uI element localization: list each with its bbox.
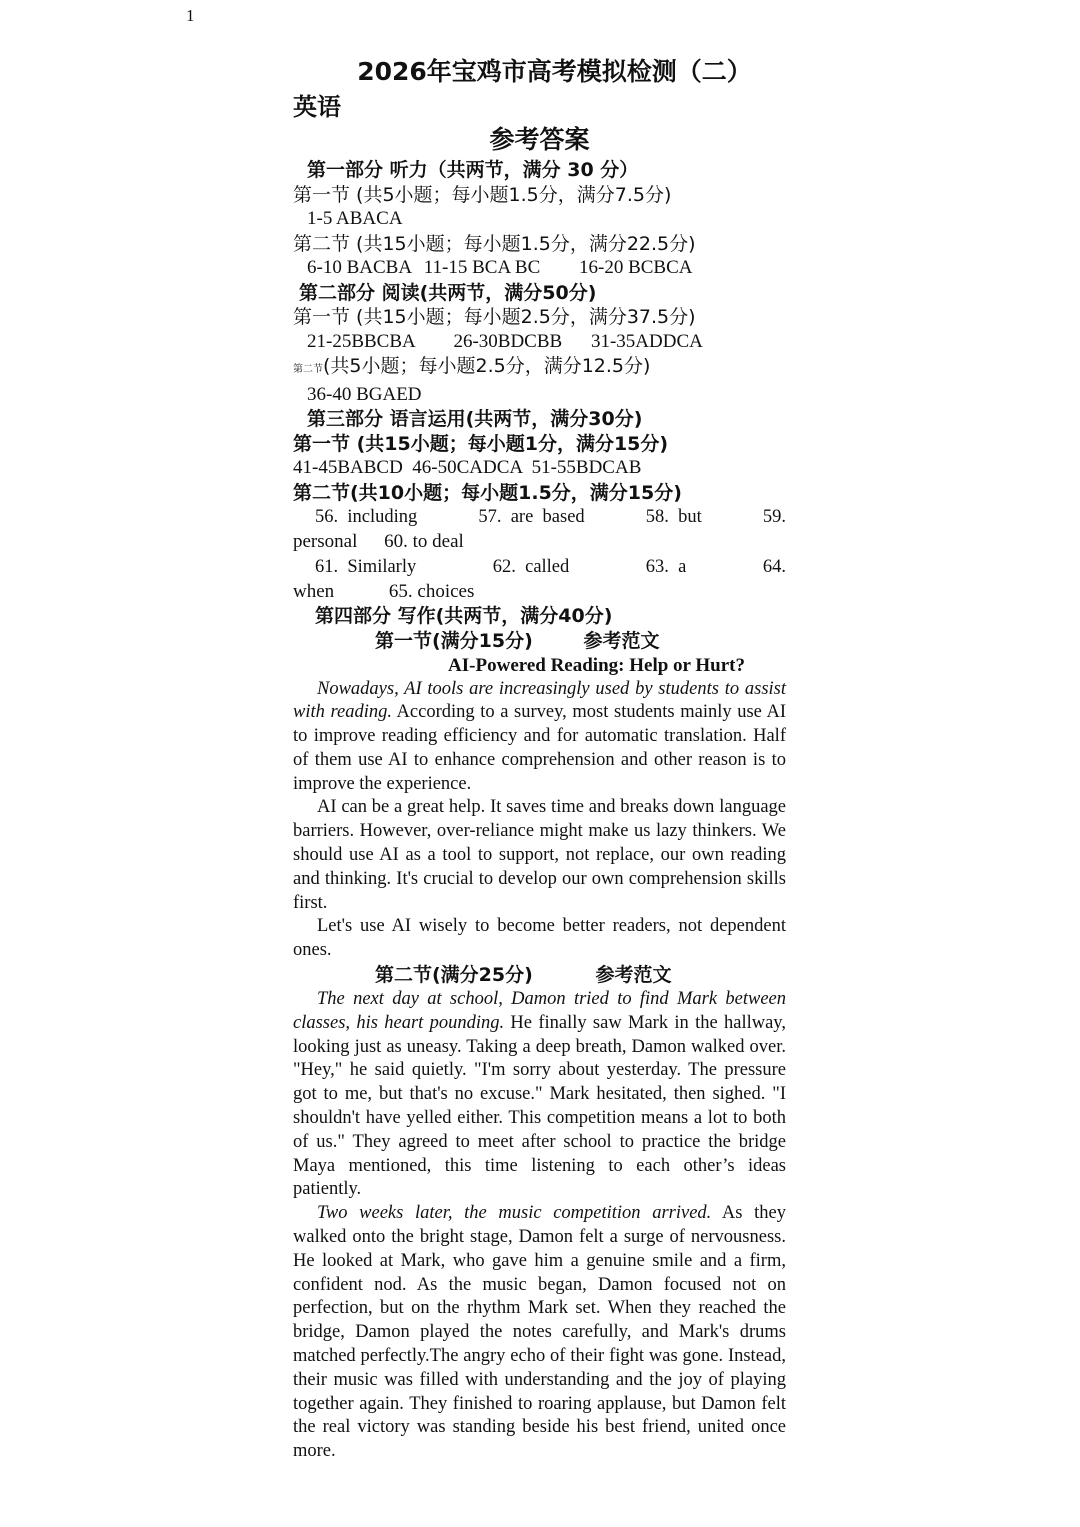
- part3-sec1-heading: 第一节 (共15小题；每小题1分，满分15分): [293, 432, 669, 455]
- answer-group: 16-20 BCBCA: [579, 257, 693, 278]
- cloze-row: [293, 580, 786, 605]
- cloze-answer: 63. a: [645, 556, 687, 577]
- answer-heading: 参考答案: [489, 125, 590, 154]
- answer-group: 31-35ADDCA: [590, 330, 703, 352]
- part2-heading: 第二部分 阅读(共两节，满分50分): [299, 281, 597, 304]
- part4-sec1-label: 参考范文: [583, 629, 660, 652]
- essay1-body: According to a survey, most students mainly use AI to improve reading efficiency and for automatic translation. Half of them use AI to enhance comprehension and other reason is to improve the experience.: [293, 702, 786, 794]
- cloze-answer: 58. but: [645, 507, 702, 527]
- essay2-body: He finally saw Mark in the hallway, looking just as uneasy. Taking a deep breath, Damon walked over. "Hey," he said quietly. "I'm sorry about yesterday. The pressure got to me, but that's no excuse." Mark hesitated, then sighed. "I shouldn't have yelled either. This competition means a lot to both of us." They agreed to meet after school to practice the bridge Maya mentioned, this time listening to each other’s ideas patiently.: [293, 1012, 786, 1200]
- part2-sec1-heading: 第一节 (共15小题；每小题2.5分，满分37.5分): [293, 306, 696, 328]
- essay1-paragraph: [293, 678, 786, 797]
- answer-group: 21-25BBCBA: [307, 330, 415, 352]
- cloze-answer: when: [293, 580, 335, 602]
- essay2-opening: The next day at school, Damon tried to find Mark between classes, his heart pounding.: [293, 989, 786, 1033]
- cloze-row: [293, 555, 786, 580]
- essay2-paragraph: [293, 988, 786, 1202]
- part4-sec1-heading: 第一节(满分15分): [375, 629, 533, 652]
- part1-sec1-heading: 第一节 (共5小题；每小题1.5分，满分7.5分): [293, 183, 672, 206]
- part4-sec2-label: 参考范文: [595, 964, 672, 987]
- part1-heading: 第一部分 听力（共两节，满分 30 分）: [307, 159, 639, 181]
- cloze-answer: 56. including: [315, 507, 418, 527]
- answer-group: 26-30BDCBB: [453, 330, 563, 352]
- part4-sec2-heading: 第二节(满分25分): [375, 964, 533, 987]
- part2-sec2-heading: (共5小题；每小题2.5分，满分12.5分): [323, 355, 651, 377]
- essay2-opening: Two weeks later, the music competition arrived.: [317, 1203, 712, 1224]
- cloze-answer: 65. choices: [388, 580, 475, 602]
- essay1-paragraph: Let's use AI wisely to become better readers, not dependent ones.: [293, 916, 786, 961]
- cloze-answer: personal: [293, 531, 358, 552]
- cloze-answer: 64.: [762, 556, 786, 577]
- essay-title: AI-Powered Reading: Help or Hurt?: [448, 654, 745, 676]
- essay2-paragraph: [293, 1202, 786, 1464]
- part2-sec2-label: 第二节: [293, 364, 323, 375]
- cloze-answer: 57. are based: [478, 507, 585, 527]
- answer-sheet: [293, 52, 786, 1464]
- document-title: 2026年宝鸡市高考模拟检测（二）: [357, 57, 752, 86]
- answer-group: 6-10 BACBA: [307, 257, 411, 278]
- cloze-answer: 62. called: [492, 556, 570, 577]
- cloze-row: [293, 530, 786, 555]
- subject-heading: 英语: [293, 93, 341, 121]
- cloze-row: [293, 505, 786, 530]
- part1-sec1-answers: 1-5 ABACA: [307, 208, 403, 229]
- part3-heading: 第三部分 语言运用(共两节，满分30分): [307, 408, 643, 430]
- essay1-paragraph: AI can be a great help. It saves time and breaks down language barriers. However, over-reliance might make us lazy thinkers. We should use AI as a tool to support, not replace, our own reading and thinking. It's crucial to develop our own comprehension skills first.: [293, 797, 786, 913]
- page-number: 1: [186, 6, 195, 25]
- cloze-answer: 59.: [762, 507, 786, 527]
- part3-sec2-heading: 第二节(共10小题；每小题1.5分，满分15分): [293, 481, 682, 504]
- part1-sec2-heading: 第二节 (共15小题；每小题1.5分，满分22.5分): [293, 232, 696, 255]
- cloze-answer: 61. Similarly: [315, 556, 417, 577]
- essay1-opening: Nowadays, AI tools are increasingly used by students to assist with reading.: [293, 678, 786, 723]
- answer-group: 11-15 BCA BC: [423, 257, 541, 278]
- essay2-body: As they walked onto the bright stage, Damon felt a surge of nervousness. He looked at Mark, who gave him a genuine smile and a firm, confident nod. As the music began, Damon focused not on perfection, but on the rhythm Mark set. When they reached the bridge, Damon played the notes carefully, and Mark's drums matched perfectly.The angry echo of their fight was gone. Instead, their music was filled with understanding and the joy of playing together again. They finished to roaring applause, but Damon felt the real victory was standing beside his best friend, united once more.: [293, 1203, 786, 1462]
- part3-sec1-answers: 41-45BABCD 46-50CADCA 51-55BDCAB: [293, 457, 642, 478]
- cloze-answer: 60. to deal: [384, 531, 464, 552]
- part2-sec2-answers: 36-40 BGAED: [307, 383, 422, 405]
- part4-heading: 第四部分 写作(共两节，满分40分): [315, 605, 613, 627]
